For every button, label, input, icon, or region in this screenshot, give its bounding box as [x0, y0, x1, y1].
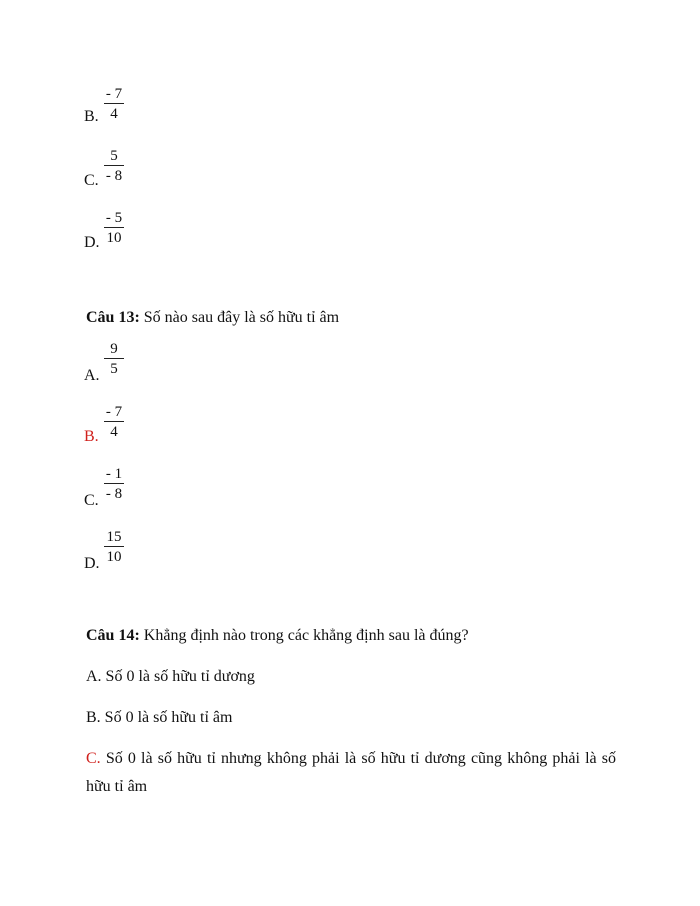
fraction — [104, 210, 124, 247]
denominator: 5 — [110, 361, 118, 377]
numerator: - 7 — [105, 404, 123, 420]
option-label: D. — [84, 555, 100, 572]
fraction — [104, 404, 124, 441]
numerator: - 7 — [105, 86, 123, 102]
denominator: 10 — [106, 549, 122, 565]
option-label: C. — [84, 172, 99, 189]
denominator: - 8 — [105, 486, 123, 502]
fraction — [104, 341, 124, 378]
option-label-correct: B. — [84, 428, 99, 445]
question-13 — [86, 308, 339, 328]
numerator: 5 — [110, 148, 118, 164]
question-number: Câu 13: — [86, 309, 140, 326]
option-label: B. — [84, 108, 99, 125]
denominator: 10 — [106, 230, 122, 246]
numerator: 15 — [106, 529, 122, 545]
fraction — [104, 529, 124, 566]
denominator: - 8 — [105, 168, 123, 184]
fraction — [104, 466, 124, 503]
denominator: 4 — [110, 424, 118, 440]
q14-option-b[interactable]: B. Số 0 là số hữu tỉ âm — [86, 709, 233, 726]
question-text: Số nào sau đây là số hữu tỉ âm — [139, 309, 340, 326]
option-label-correct: C. — [86, 750, 101, 767]
denominator: 4 — [110, 106, 118, 122]
fraction — [104, 148, 124, 185]
option-label: A. — [84, 367, 100, 384]
question-number: Câu 14: — [86, 627, 140, 644]
option-text: Số 0 là số hữu tỉ nhưng không phải là số hữu tỉ dương cũng không phải là số hữu tỉ âm — [86, 750, 616, 795]
option-label: C. — [84, 492, 99, 509]
numerator: - 5 — [105, 210, 123, 226]
question-text: Khẳng định nào trong các khẳng định sau là đúng? — [139, 627, 469, 644]
fraction — [104, 86, 124, 123]
q14-option-c-answer[interactable] — [86, 745, 616, 801]
option-label: D. — [84, 234, 100, 251]
numerator: - 1 — [105, 466, 123, 482]
numerator: 9 — [110, 341, 118, 357]
question-14 — [86, 626, 469, 646]
q14-option-a[interactable]: A. Số 0 là số hữu tỉ dương — [86, 668, 255, 685]
